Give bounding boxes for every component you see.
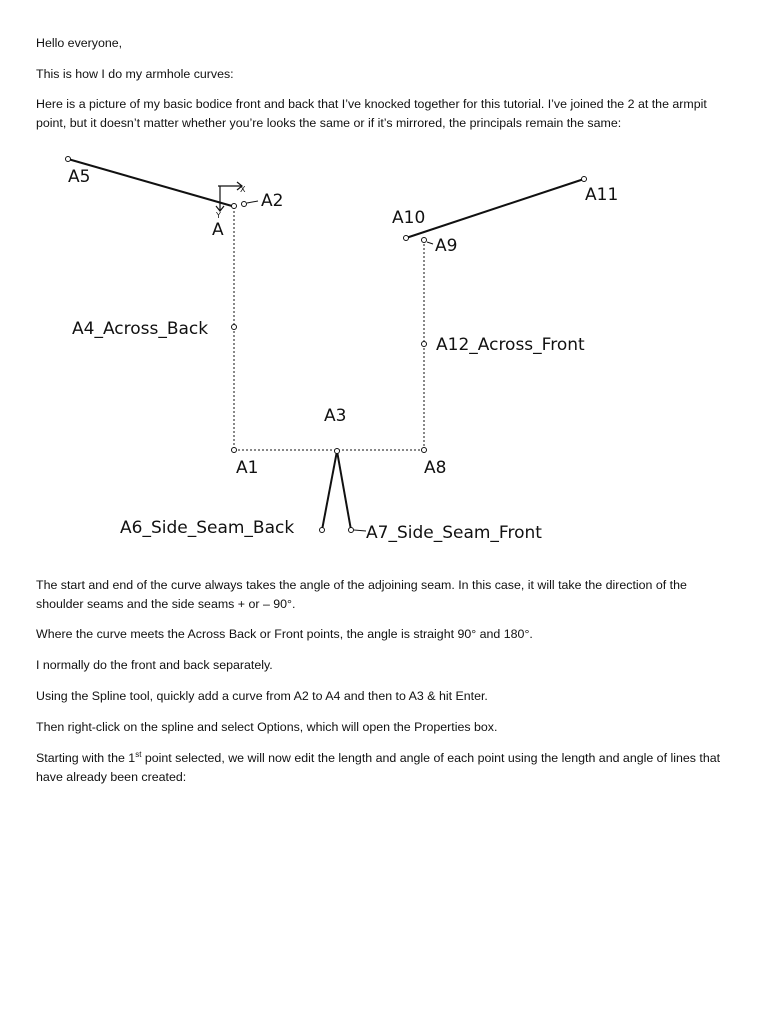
label-a9: A9 — [435, 236, 458, 256]
point-a7 — [349, 528, 354, 533]
edit-step-start: Starting with the 1 — [36, 751, 136, 765]
options-step-paragraph: Then right-click on the spline and select Options, which will open the Properties box. — [36, 720, 498, 734]
edit-step-rest: point selected, we will now edit the length and angle of each point using the length and angle of lines that have already been created: — [36, 751, 721, 784]
origin-axis-icon — [216, 182, 242, 211]
front-shoulder-seam — [406, 179, 584, 238]
separate-note-paragraph: I normally do the front and back separately. — [36, 658, 273, 672]
point-a11 — [582, 177, 587, 182]
front-side-seam — [337, 451, 351, 530]
label-a11: A11 — [585, 185, 619, 205]
point-a6 — [320, 528, 325, 533]
spline-step-paragraph: Using the Spline tool, quickly add a curve from A2 to A4 and then to A3 & hit Enter. — [36, 689, 488, 703]
edit-step-superscript: st — [135, 749, 142, 759]
label-a7: A7_Side_Seam_Front — [366, 523, 542, 543]
point-a5 — [66, 157, 71, 162]
edit-step-paragraph — [36, 749, 736, 787]
bodice-diagram — [0, 140, 768, 560]
intro-text: This is how I do my armhole curves: — [36, 67, 234, 81]
label-axis-x: X — [240, 185, 246, 194]
label-a3: A3 — [324, 406, 347, 426]
point-a2 — [242, 202, 247, 207]
label-a6: A6_Side_Seam_Back — [120, 518, 295, 538]
label-a5: A5 — [68, 167, 91, 187]
point-a1 — [232, 448, 237, 453]
across-rule-paragraph: Where the curve meets the Across Back or Front points, the angle is straight 90° and 180°. — [36, 627, 533, 641]
back-shoulder-seam — [68, 159, 232, 206]
point-a3 — [335, 449, 340, 454]
label-a10: A10 — [392, 208, 426, 228]
greeting-text: Hello everyone, — [36, 36, 123, 50]
point-a — [232, 204, 237, 209]
point-a9 — [422, 238, 427, 243]
point-a4 — [232, 325, 237, 330]
label-a: A — [212, 220, 224, 240]
label-a2: A2 — [261, 191, 284, 211]
label-a1: A1 — [236, 458, 259, 478]
angle-rule-paragraph: The start and end of the curve always takes the angle of the adjoining seam. In this case, it will take the direction of the shoulder seams and the side seams + or – 90°. — [36, 578, 687, 611]
point-a8 — [422, 448, 427, 453]
description-paragraph: Here is a picture of my basic bodice front and back that I’ve knocked together for this tutorial. I’ve joined the 2 at the armpit point, but it doesn’t matter whether you’re looks the same or if it’s mirrored, the principals remain the same: — [36, 97, 707, 130]
point-a12 — [422, 342, 427, 347]
back-side-seam — [322, 451, 337, 530]
point-a10 — [404, 236, 409, 241]
label-axis-y: Y — [216, 211, 221, 220]
label-a12: A12_Across_Front — [436, 335, 585, 355]
label-a4: A4_Across_Back — [72, 319, 209, 339]
label-a8: A8 — [424, 458, 447, 478]
